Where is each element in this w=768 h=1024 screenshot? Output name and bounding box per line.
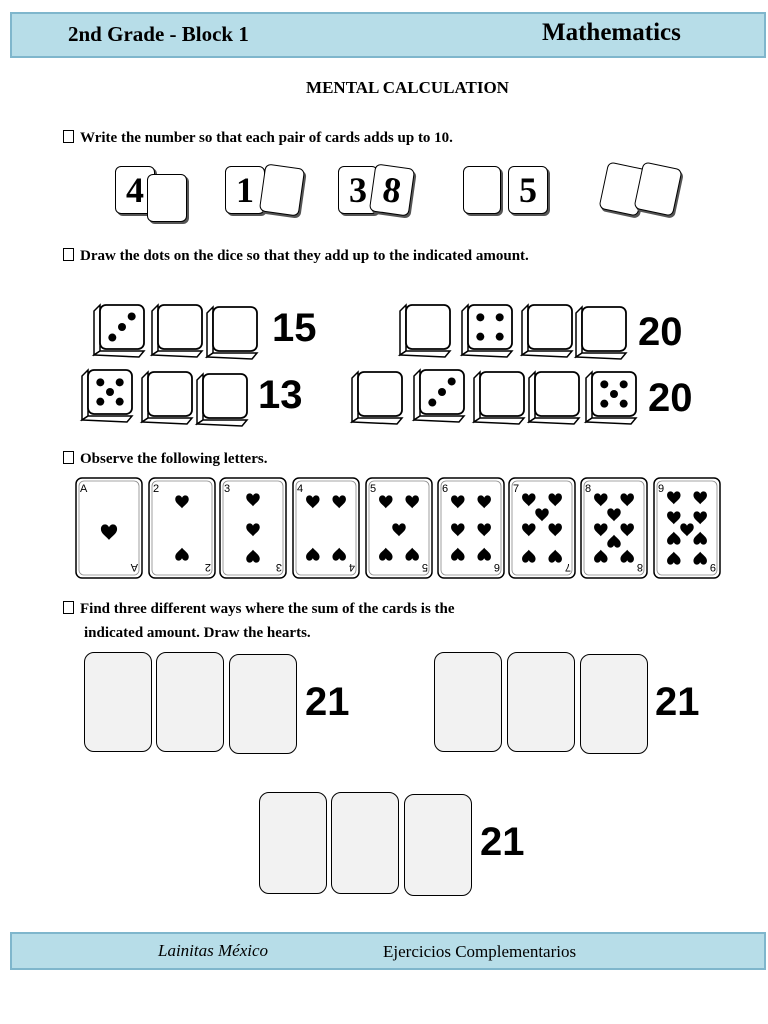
die[interactable]: [400, 305, 450, 357]
checkbox-glyph-icon: [63, 130, 74, 143]
pip-dot: [116, 378, 124, 386]
card-rank-label-inverted: 4: [348, 561, 355, 573]
instruction-2: [63, 248, 529, 265]
pip-dot: [620, 380, 628, 388]
die[interactable]: [474, 372, 524, 424]
answer-card[interactable]: [404, 794, 472, 896]
pip-dot: [428, 399, 436, 407]
grade-block-label: 2nd Grade - Block 1: [68, 22, 249, 46]
card-rank-label: 6: [442, 483, 449, 495]
answer-card[interactable]: [84, 652, 152, 752]
playing-card: [509, 478, 575, 578]
die[interactable]: [197, 374, 247, 426]
playing-card: [220, 478, 286, 578]
sum-total-1: 21: [305, 680, 350, 724]
pip-dot: [438, 388, 446, 396]
playing-card: [149, 478, 215, 578]
checkbox-glyph-icon: [63, 248, 74, 261]
card-rank-label-inverted: 5: [421, 561, 428, 573]
card-rank-label-inverted: 3: [275, 561, 282, 573]
pip-dot: [476, 333, 484, 341]
card-rank-label: 3: [224, 483, 231, 495]
footer-left: Lainitas México: [158, 941, 269, 960]
die[interactable]: [207, 307, 257, 359]
footer-right: Ejercicios Complementarios: [383, 942, 577, 961]
answer-card[interactable]: [156, 652, 224, 752]
die[interactable]: [82, 370, 132, 422]
pip-dot: [496, 333, 504, 341]
answer-card[interactable]: [580, 654, 648, 754]
checkbox-glyph-icon: [63, 601, 74, 614]
card-rank-label-inverted: A: [130, 561, 138, 573]
answer-card[interactable]: [507, 652, 575, 752]
subject-label: Mathematics: [542, 19, 681, 46]
pair4-card2: 5: [508, 166, 548, 214]
pip-dot: [116, 398, 124, 406]
sum-total-2: 21: [655, 680, 700, 724]
pip-dot: [448, 377, 456, 385]
pip-dot: [620, 400, 628, 408]
playing-card: [366, 478, 432, 578]
pip-dot: [496, 313, 504, 321]
answer-card[interactable]: [229, 654, 297, 754]
card-rank-label: 7: [513, 483, 520, 495]
pair2-card1: 1: [225, 166, 265, 214]
answer-card[interactable]: [259, 792, 327, 894]
dice-total-4: 20: [648, 376, 693, 420]
card-rank-label: 4: [297, 483, 304, 495]
card-rank-label-inverted: 7: [564, 561, 571, 573]
page-title: MENTAL CALCULATION: [306, 78, 509, 97]
pip-dot: [600, 400, 608, 408]
dice-total-3: 13: [258, 373, 303, 417]
die[interactable]: [529, 372, 579, 424]
answer-card[interactable]: [331, 792, 399, 894]
pair1-card2[interactable]: [147, 174, 187, 222]
playing-card: [76, 478, 142, 578]
instruction-4-line1: Find three different ways where the sum of the cards is the: [80, 601, 455, 617]
die[interactable]: [152, 305, 202, 357]
dice-total-2: 20: [638, 310, 683, 354]
answer-card[interactable]: [434, 652, 502, 752]
playing-card: [581, 478, 647, 578]
checkbox-glyph-icon: [63, 451, 74, 464]
pair3-card1: 3: [338, 166, 378, 214]
pip-dot: [106, 388, 114, 396]
pair3-card2: 8: [369, 163, 415, 216]
die[interactable]: [414, 370, 464, 422]
card-rank-label-inverted: 2: [204, 561, 211, 573]
playing-card: [654, 478, 720, 578]
pair2-card2[interactable]: [259, 163, 305, 216]
instruction-4-line2: indicated amount. Draw the hearts.: [84, 625, 311, 641]
die[interactable]: [352, 372, 402, 424]
card-rank-label-inverted: 9: [709, 561, 716, 573]
pip-dot: [610, 390, 618, 398]
instruction-3: [63, 451, 267, 468]
playing-cards-row: [0, 474, 768, 584]
playing-card: [438, 478, 504, 578]
die[interactable]: [576, 307, 626, 359]
pair4-card1[interactable]: [463, 166, 501, 214]
die[interactable]: [522, 305, 572, 357]
card-rank-label-inverted: 8: [636, 561, 643, 573]
card-rank-label: 2: [153, 483, 160, 495]
pair1-card1: 4: [115, 166, 155, 214]
pip-dot: [128, 312, 136, 320]
card-rank-label: 9: [658, 483, 665, 495]
instruction-3-text: Observe the following letters.: [80, 451, 268, 467]
card-rank-label: 5: [370, 483, 377, 495]
instruction-4: [63, 601, 455, 618]
die[interactable]: [462, 305, 512, 357]
card-rank-label: 8: [585, 483, 592, 495]
card-rank-label-inverted: 6: [493, 561, 500, 573]
sum-total-3: 21: [480, 820, 525, 864]
pip-dot: [600, 380, 608, 388]
card-rank-label: A: [80, 483, 88, 495]
pip-dot: [476, 313, 484, 321]
die[interactable]: [142, 372, 192, 424]
pip-dot: [96, 398, 104, 406]
instruction-1: [63, 130, 453, 147]
instruction-1-text: Write the number so that each pair of cards adds up to 10.: [80, 130, 453, 146]
pip-dot: [118, 323, 126, 331]
dice-total-1: 15: [272, 306, 317, 350]
pair5-card2[interactable]: [633, 161, 682, 216]
instruction-2-text: Draw the dots on the dice so that they add up to the indicated amount.: [80, 248, 529, 264]
pip-dot: [108, 334, 116, 342]
pip-dot: [96, 378, 104, 386]
die[interactable]: [586, 372, 636, 424]
die[interactable]: [94, 305, 144, 357]
playing-card: [293, 478, 359, 578]
